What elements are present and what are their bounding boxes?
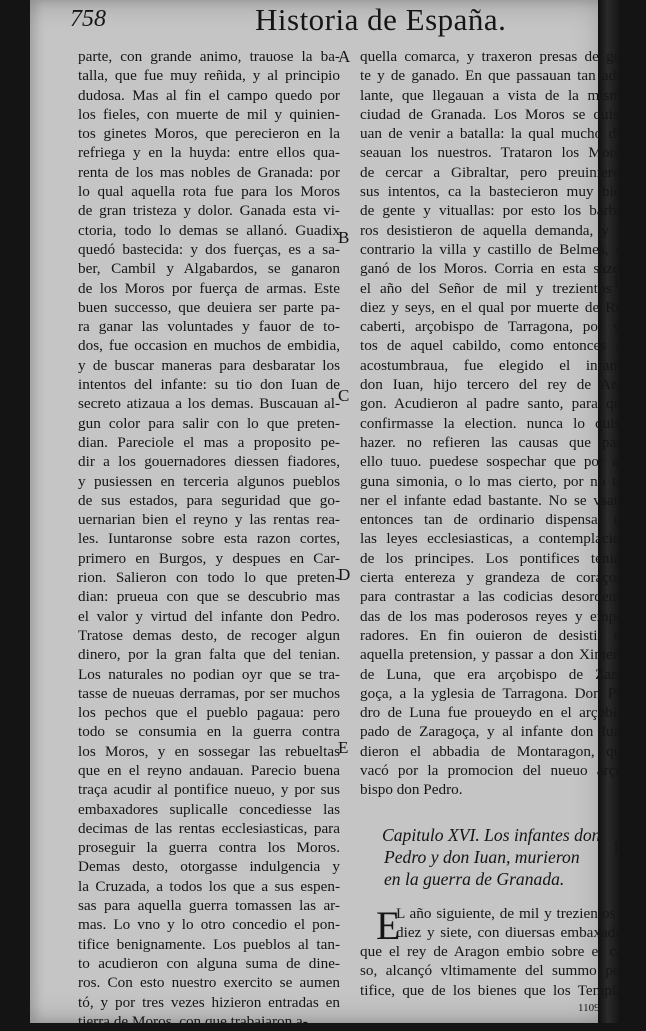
- text-line: de gente y vituallas: por esto los barba-: [360, 202, 628, 220]
- text-line: traça acudir al pontifice nueuo, y por sus: [78, 781, 340, 799]
- running-title: Historia de España.: [255, 2, 507, 37]
- text-line: decimas de las rentas ecclesiasticas, para: [78, 819, 340, 837]
- text-line: Demas desto, otorgasse indulgencia y: [78, 858, 340, 876]
- text-line: proseguir la guerra contra los Moros.: [78, 839, 340, 857]
- text-line: diez y siete, con diuersas embaxadas: [396, 923, 628, 941]
- text-line: ber, Cambil y Algabardos, se ganaron: [78, 260, 340, 278]
- margin-marker-c: C: [338, 386, 350, 405]
- text-line: ganó de los Moros. Corria en esta sazon: [360, 260, 628, 278]
- right-column-text: [360, 47, 628, 800]
- text-line: das de los mas poderosos reyes y empe-: [360, 607, 628, 625]
- chapter-heading-line: Pedro y don Iuan, murieron: [384, 846, 580, 867]
- text-line: ello tuuo. puedese sospechar que por al-: [360, 453, 628, 471]
- text-line: goça, a la yglesia de Tarragona. Don Pe-: [360, 684, 628, 702]
- text-line: acostumbraua, fue elegido el infante: [360, 356, 628, 374]
- text-line: ra ganar las voluntades y fauor de to-: [78, 318, 340, 336]
- book-page: [30, 0, 646, 1030]
- text-line: las leyes ecclesiasticas, a contemplacion: [360, 530, 628, 548]
- text-line: caberti, arçobispo de Tarragona, por vo: [360, 318, 628, 336]
- text-line: lo qual aquella rota fue para los Moros: [78, 183, 340, 201]
- text-line: ros desistieron de aquella demanda, y al: [360, 221, 628, 239]
- text-line: ciudad de Granada. Los Moros se quisi-: [360, 105, 628, 123]
- text-line: el valor y virtud del infante don Pedro.: [78, 607, 340, 625]
- text-line: que en el reyno andauan. Parecio buena: [78, 761, 340, 779]
- margin-marker-b: B: [338, 228, 350, 247]
- text-line: secreto atizaua a los demas. Buscauan al-: [78, 395, 340, 413]
- text-line: dir a los gouernadores diessen fiadores,: [78, 453, 340, 471]
- text-line: quedó bastecida: y dos fuerças, es a sa-: [78, 240, 340, 258]
- text-line: parte, con grande animo, trauose la ba-: [78, 48, 340, 65]
- text-line: uan de venir a batalla: la qual mucho de-: [360, 125, 628, 143]
- text-line: uernarian bien el reyno y las rentas rea-: [78, 511, 340, 529]
- text-line: to acudieron con alguna suma de dine-: [78, 954, 340, 972]
- text-line: pado de Zaragoça, y al infante don Iuan: [360, 723, 628, 741]
- text-line: te y de ganado. En que passauan tan ade-: [360, 67, 628, 85]
- text-line: de los Moros por fuerça de armas. Este: [78, 279, 340, 297]
- text-line: de sus estados, para seguridad que go-: [78, 491, 340, 509]
- text-line: gon. Acudieron al padre santo, para que: [360, 395, 628, 413]
- margin-marker-e: E: [338, 738, 349, 757]
- text-line: aquella pretension, y passar a don Ximeno: [360, 646, 628, 664]
- text-line: tó, y por tres vezes hizieron entradas en: [78, 993, 340, 1011]
- text-line: para contrastar a las codicias desordena-: [360, 588, 628, 606]
- text-line: guna simonia, o lo mas cierto, por no te-: [360, 472, 628, 490]
- text-line: embaxadores suplicalle concediesse las: [78, 800, 340, 818]
- signature-mark: 1109: [578, 1002, 600, 1014]
- text-line: gun color para salir con lo que preten-: [78, 414, 340, 432]
- text-line: dian. Pareciole el mas a proposito pe-: [78, 433, 340, 451]
- text-line: ctoria, todo lo demas se allanó. Guadix: [78, 221, 340, 239]
- text-line: entonces tan de ordinario dispensar en: [360, 511, 628, 529]
- text-line: todo se consumia en la guerra contra: [78, 723, 340, 741]
- text-line: tasse de nueuas derramas, por ser muchos: [78, 684, 340, 702]
- text-line: dinero, por la gran falta que del tenian.: [78, 646, 340, 664]
- margin-marker-a: A: [338, 47, 351, 66]
- text-line: tierra de Moros, con que trabajaron a-: [78, 1012, 308, 1030]
- text-line: ner el infante edad bastante. No se vsaua: [360, 491, 628, 509]
- margin-year-1316: 1316: [612, 272, 646, 291]
- text-line: mas. Lo vno y lo otro concedio el pon-: [78, 916, 340, 934]
- text-line: quella comarca, y traxeron presas de gen: [360, 48, 628, 65]
- text-line: so, alcançó vltimamente del summo pon: [360, 962, 628, 980]
- text-line: renta de los mas nobles de Granada: por: [78, 163, 340, 181]
- text-line: los Moros, y en sossegar las rebueltas: [78, 742, 340, 760]
- text-line: dudosa. Mas al fin el campo quedo por: [78, 86, 340, 104]
- page-number: 758: [70, 6, 106, 32]
- text-line: radores. En fin ouieron de desistir de: [360, 626, 628, 644]
- text-line: talla, que fue muy reñida, y al principio: [78, 67, 340, 85]
- text-line: los fieles, con muerte de mil y quinien-: [78, 105, 340, 123]
- text-line: dieron el abbadia de Montaragon, que: [360, 742, 628, 760]
- text-line: de cercar a Gibraltar, pero preuinieron: [360, 163, 628, 181]
- text-line: dian: prueua con que se descubrio mas: [78, 588, 340, 606]
- text-line: Los naturales no podian oyr que se tra-: [78, 665, 340, 683]
- text-line: de los principes. Los pontifices tenian: [360, 549, 628, 567]
- right-column: [360, 47, 628, 1000]
- text-line: vacó por la promocion del nueuo arço-: [360, 761, 628, 779]
- margin-year-1317: 1317: [612, 838, 646, 857]
- text-line: la Cruzada, a todos los que a sus espen-: [78, 877, 340, 895]
- text-line: ros. Con esto nuestro exercito se aumen: [78, 974, 340, 992]
- text-line: tifice, que de los bienes que los Templa-: [360, 981, 628, 999]
- text-line: los pechos que el pueblo pagaua: pero: [78, 704, 340, 722]
- text-line: de gran tristeza y dolor. Ganada esta vi-: [78, 202, 340, 220]
- text-line: contrario la villa y castillo de Belmes, se: [360, 240, 628, 258]
- text-line: lante, que llegauan a vista de la misma: [360, 86, 628, 104]
- chapter-heading-line: en la guerra de Granada.: [384, 868, 565, 889]
- chapter-heading-line: Capitulo XVI. Los infantes don: [382, 824, 601, 845]
- text-line: tos de aquel cabildo, como entonces se: [360, 337, 628, 355]
- chapter-opening-paragraph: [360, 904, 628, 1000]
- text-line: diez y seys, en el qual por muerte de Ro-: [360, 298, 628, 316]
- text-line: que el rey de Aragon embio sobre el ca-: [360, 943, 628, 961]
- left-column: [78, 47, 340, 1031]
- text-line: tos ginetes Moros, que perecieron en la: [78, 125, 340, 143]
- text-line: Tratose demas desto, de recoger algun: [78, 626, 340, 644]
- text-line: rion. Salieron con todo lo que preten-: [78, 569, 340, 587]
- text-line: tifice benignamente. Los pueblos al tan-: [78, 935, 340, 953]
- text-line: y de buscar maneras para desbaratar los: [78, 356, 340, 374]
- text-line: primero en Burgos, y despues en Car-: [78, 549, 340, 567]
- text-line: hazer. no refieren las causas que para: [360, 433, 628, 451]
- chapter-heading: [360, 824, 628, 890]
- text-line: sas para aquella guerra tomassen las ar-: [78, 897, 340, 915]
- text-line: refriega y en la huyda: entre ellos qua-: [78, 144, 340, 162]
- text-line: seauan los nuestros. Trataron los Moros: [360, 144, 628, 162]
- text-line: bispo don Pedro.: [360, 781, 463, 799]
- text-line: dos, fue occasion en muchos de embidia,: [78, 337, 340, 355]
- text-line: don Iuan, hijo tercero del rey de Ara-: [360, 376, 628, 394]
- page-header: [30, 2, 630, 42]
- text-line: dro de Luna fue proueydo en el arçobis-: [360, 704, 628, 722]
- text-line: sus intentos, ca la bastecieron muy bien: [360, 183, 628, 201]
- text-line: de Luna, que era arçobispo de Zara-: [360, 665, 628, 683]
- text-line: cierta entereza y grandeza de coraçon,: [360, 569, 628, 587]
- text-line: y pusiessen en terceria algunos pueblos: [78, 472, 340, 490]
- margin-marker-d: D: [338, 565, 351, 584]
- text-line: L año siguiente, de mil y trezientos y: [396, 904, 628, 922]
- drop-cap: E: [376, 902, 401, 948]
- text-line: confirmasse la election. nunca lo quiso: [360, 414, 628, 432]
- text-line: intentos del infante: su tio don Iuan de: [78, 376, 340, 394]
- text-line: les. Iuntaronse sobre esta razon cortes,: [78, 530, 340, 548]
- text-line: buen successo, que deuiera ser parte pa-: [78, 298, 340, 316]
- text-line: el año del Señor de mil y trezientos y: [360, 279, 628, 297]
